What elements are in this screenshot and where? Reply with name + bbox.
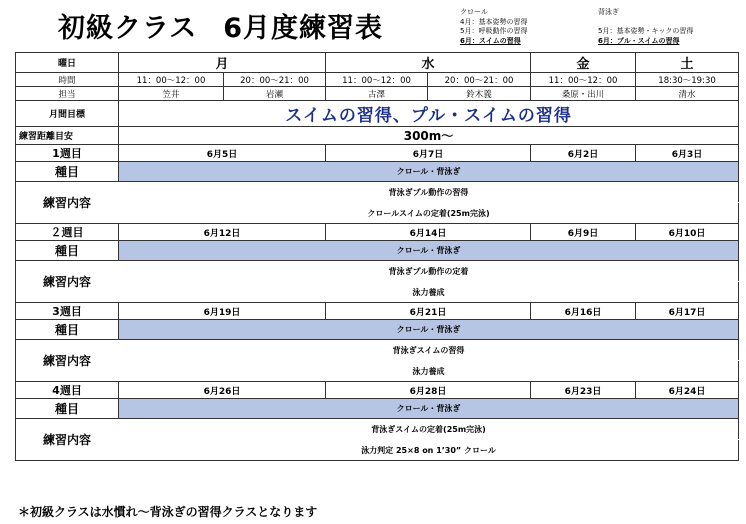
- title-month: 6月度練習表: [223, 13, 383, 44]
- time-cell: 11：00～12：00: [531, 73, 636, 87]
- week-content: 背泳ぎスイムの定着(25m完泳): [119, 419, 739, 440]
- date-friday: 6月23日: [531, 382, 636, 399]
- date-saturday: 6月24日: [636, 382, 739, 399]
- item-label: 種目: [16, 320, 119, 340]
- date-friday: 6月2日: [531, 145, 636, 162]
- week-label: ２週目: [16, 224, 119, 241]
- content-label: 練習内容: [16, 340, 119, 382]
- crawl-legend-april: 4月：基本姿勢の習得: [460, 17, 528, 26]
- time-label: 時間: [16, 73, 119, 87]
- item-label: 種目: [16, 241, 119, 261]
- swim-test-row: [16, 440, 739, 461]
- week-1-date-row: [16, 145, 739, 162]
- week-label: 1週目: [16, 145, 119, 162]
- day-saturday: 土: [636, 53, 739, 73]
- distance-label: 練習距離目安: [16, 127, 119, 145]
- date-monday: 6月12日: [119, 224, 326, 241]
- distance-row: [16, 127, 739, 145]
- swim-test-interval: 1’30”: [436, 445, 462, 455]
- week-content: 背泳ぎプル動作の定着: [119, 261, 739, 282]
- time-cell: 11：00～12：00: [326, 73, 428, 87]
- page-title: [58, 6, 383, 45]
- coach-label: 担当: [16, 87, 119, 101]
- week-2-content-row: [16, 261, 739, 282]
- date-wednesday: 6月14日: [326, 224, 531, 241]
- time-cell: 18:30～19:30: [636, 73, 739, 87]
- week-content: クロールスイムの定着(25m完泳): [119, 203, 739, 224]
- week-4-item-row: [16, 399, 739, 419]
- crawl-legend-may: 5月：呼吸動作の習得: [460, 27, 528, 35]
- crawl-legend: [460, 8, 527, 46]
- crawl-legend-june: 6月：スイムの習得: [460, 36, 521, 45]
- back-legend-heading: 背泳ぎ: [598, 8, 619, 16]
- title-class: 初級クラス: [58, 13, 198, 44]
- swim-test-set: 25×8: [395, 445, 420, 455]
- week-item: クロール・背泳ぎ: [119, 241, 739, 261]
- week-label: 3週目: [16, 303, 119, 320]
- week-content: 背泳ぎプル動作の習得: [119, 182, 739, 203]
- week-3-item-row: [16, 320, 739, 340]
- swim-test: [119, 440, 739, 461]
- day-friday: 金: [531, 53, 636, 73]
- week-content: 背泳ぎスイムの習得: [119, 340, 739, 361]
- date-wednesday: 6月7日: [326, 145, 531, 162]
- day-row: [16, 53, 739, 73]
- coach-cell: 桑原・出川: [531, 87, 636, 101]
- date-saturday: 6月17日: [636, 303, 739, 320]
- date-monday: 6月19日: [119, 303, 326, 320]
- time-cell: 20：00～21：00: [224, 73, 326, 87]
- week-item: クロール・背泳ぎ: [119, 162, 739, 182]
- coach-cell: 古澤: [326, 87, 428, 101]
- back-legend-june: 6月：プル・スイムの習得: [598, 36, 680, 45]
- coach-cell: 岩瀬: [224, 87, 326, 101]
- date-monday: 6月5日: [119, 145, 326, 162]
- week-3-content-row: [16, 340, 739, 361]
- time-cell: 20：00～21：00: [428, 73, 531, 87]
- time-cell: 11：00～12：00: [119, 73, 224, 87]
- week-1-content-row: [16, 182, 739, 203]
- week-item: クロール・背泳ぎ: [119, 399, 739, 419]
- coach-row: [16, 87, 739, 101]
- swim-test-label: 泳力判定: [361, 445, 394, 455]
- monthly-goal-row: [16, 101, 739, 127]
- schedule-table: [15, 52, 739, 461]
- week-2-date-row: [16, 224, 739, 241]
- date-wednesday: 6月21日: [326, 303, 531, 320]
- swim-test-stroke: クロール: [463, 445, 496, 455]
- date-saturday: 6月3日: [636, 145, 739, 162]
- item-label: 種目: [16, 162, 119, 182]
- week-3-date-row: [16, 303, 739, 320]
- week-1-item-row: [16, 162, 739, 182]
- footnote: ＊初級クラスは水慣れ～背泳ぎの習得クラスとなります: [18, 505, 318, 519]
- date-saturday: 6月10日: [636, 224, 739, 241]
- time-row: [16, 73, 739, 87]
- monthly-goal: スイムの習得、プル・スイムの習得: [119, 101, 739, 127]
- day-label: 曜日: [16, 53, 119, 73]
- date-monday: 6月26日: [119, 382, 326, 399]
- swim-test-on: on: [422, 445, 434, 455]
- backstroke-legend: [598, 8, 693, 46]
- week-2-content-row-2: [16, 282, 739, 303]
- content-label: 練習内容: [16, 419, 119, 461]
- date-wednesday: 6月28日: [326, 382, 531, 399]
- content-label: 練習内容: [16, 261, 119, 303]
- week-item: クロール・背泳ぎ: [119, 320, 739, 340]
- week-label: 4週目: [16, 382, 119, 399]
- distance-value: 300m～: [119, 127, 739, 145]
- week-content: 泳力養成: [119, 361, 739, 382]
- coach-cell: 鈴木義: [428, 87, 531, 101]
- coach-cell: 清水: [636, 87, 739, 101]
- back-legend-may: 5月：基本姿勢・キックの習得: [598, 27, 694, 35]
- content-label: 練習内容: [16, 182, 119, 224]
- date-friday: 6月16日: [531, 303, 636, 320]
- item-label: 種目: [16, 399, 119, 419]
- week-4-date-row: [16, 382, 739, 399]
- week-1-content-row-2: [16, 203, 739, 224]
- monthly-goal-label: 月間目標: [16, 101, 119, 127]
- coach-cell: 笠井: [119, 87, 224, 101]
- week-3-content-row-2: [16, 361, 739, 382]
- crawl-legend-heading: クロール: [460, 8, 488, 16]
- week-4-content-row: [16, 419, 739, 440]
- week-2-item-row: [16, 241, 739, 261]
- day-monday: 月: [119, 53, 326, 73]
- week-content: 泳力養成: [119, 282, 739, 303]
- date-friday: 6月9日: [531, 224, 636, 241]
- day-wednesday: 水: [326, 53, 531, 73]
